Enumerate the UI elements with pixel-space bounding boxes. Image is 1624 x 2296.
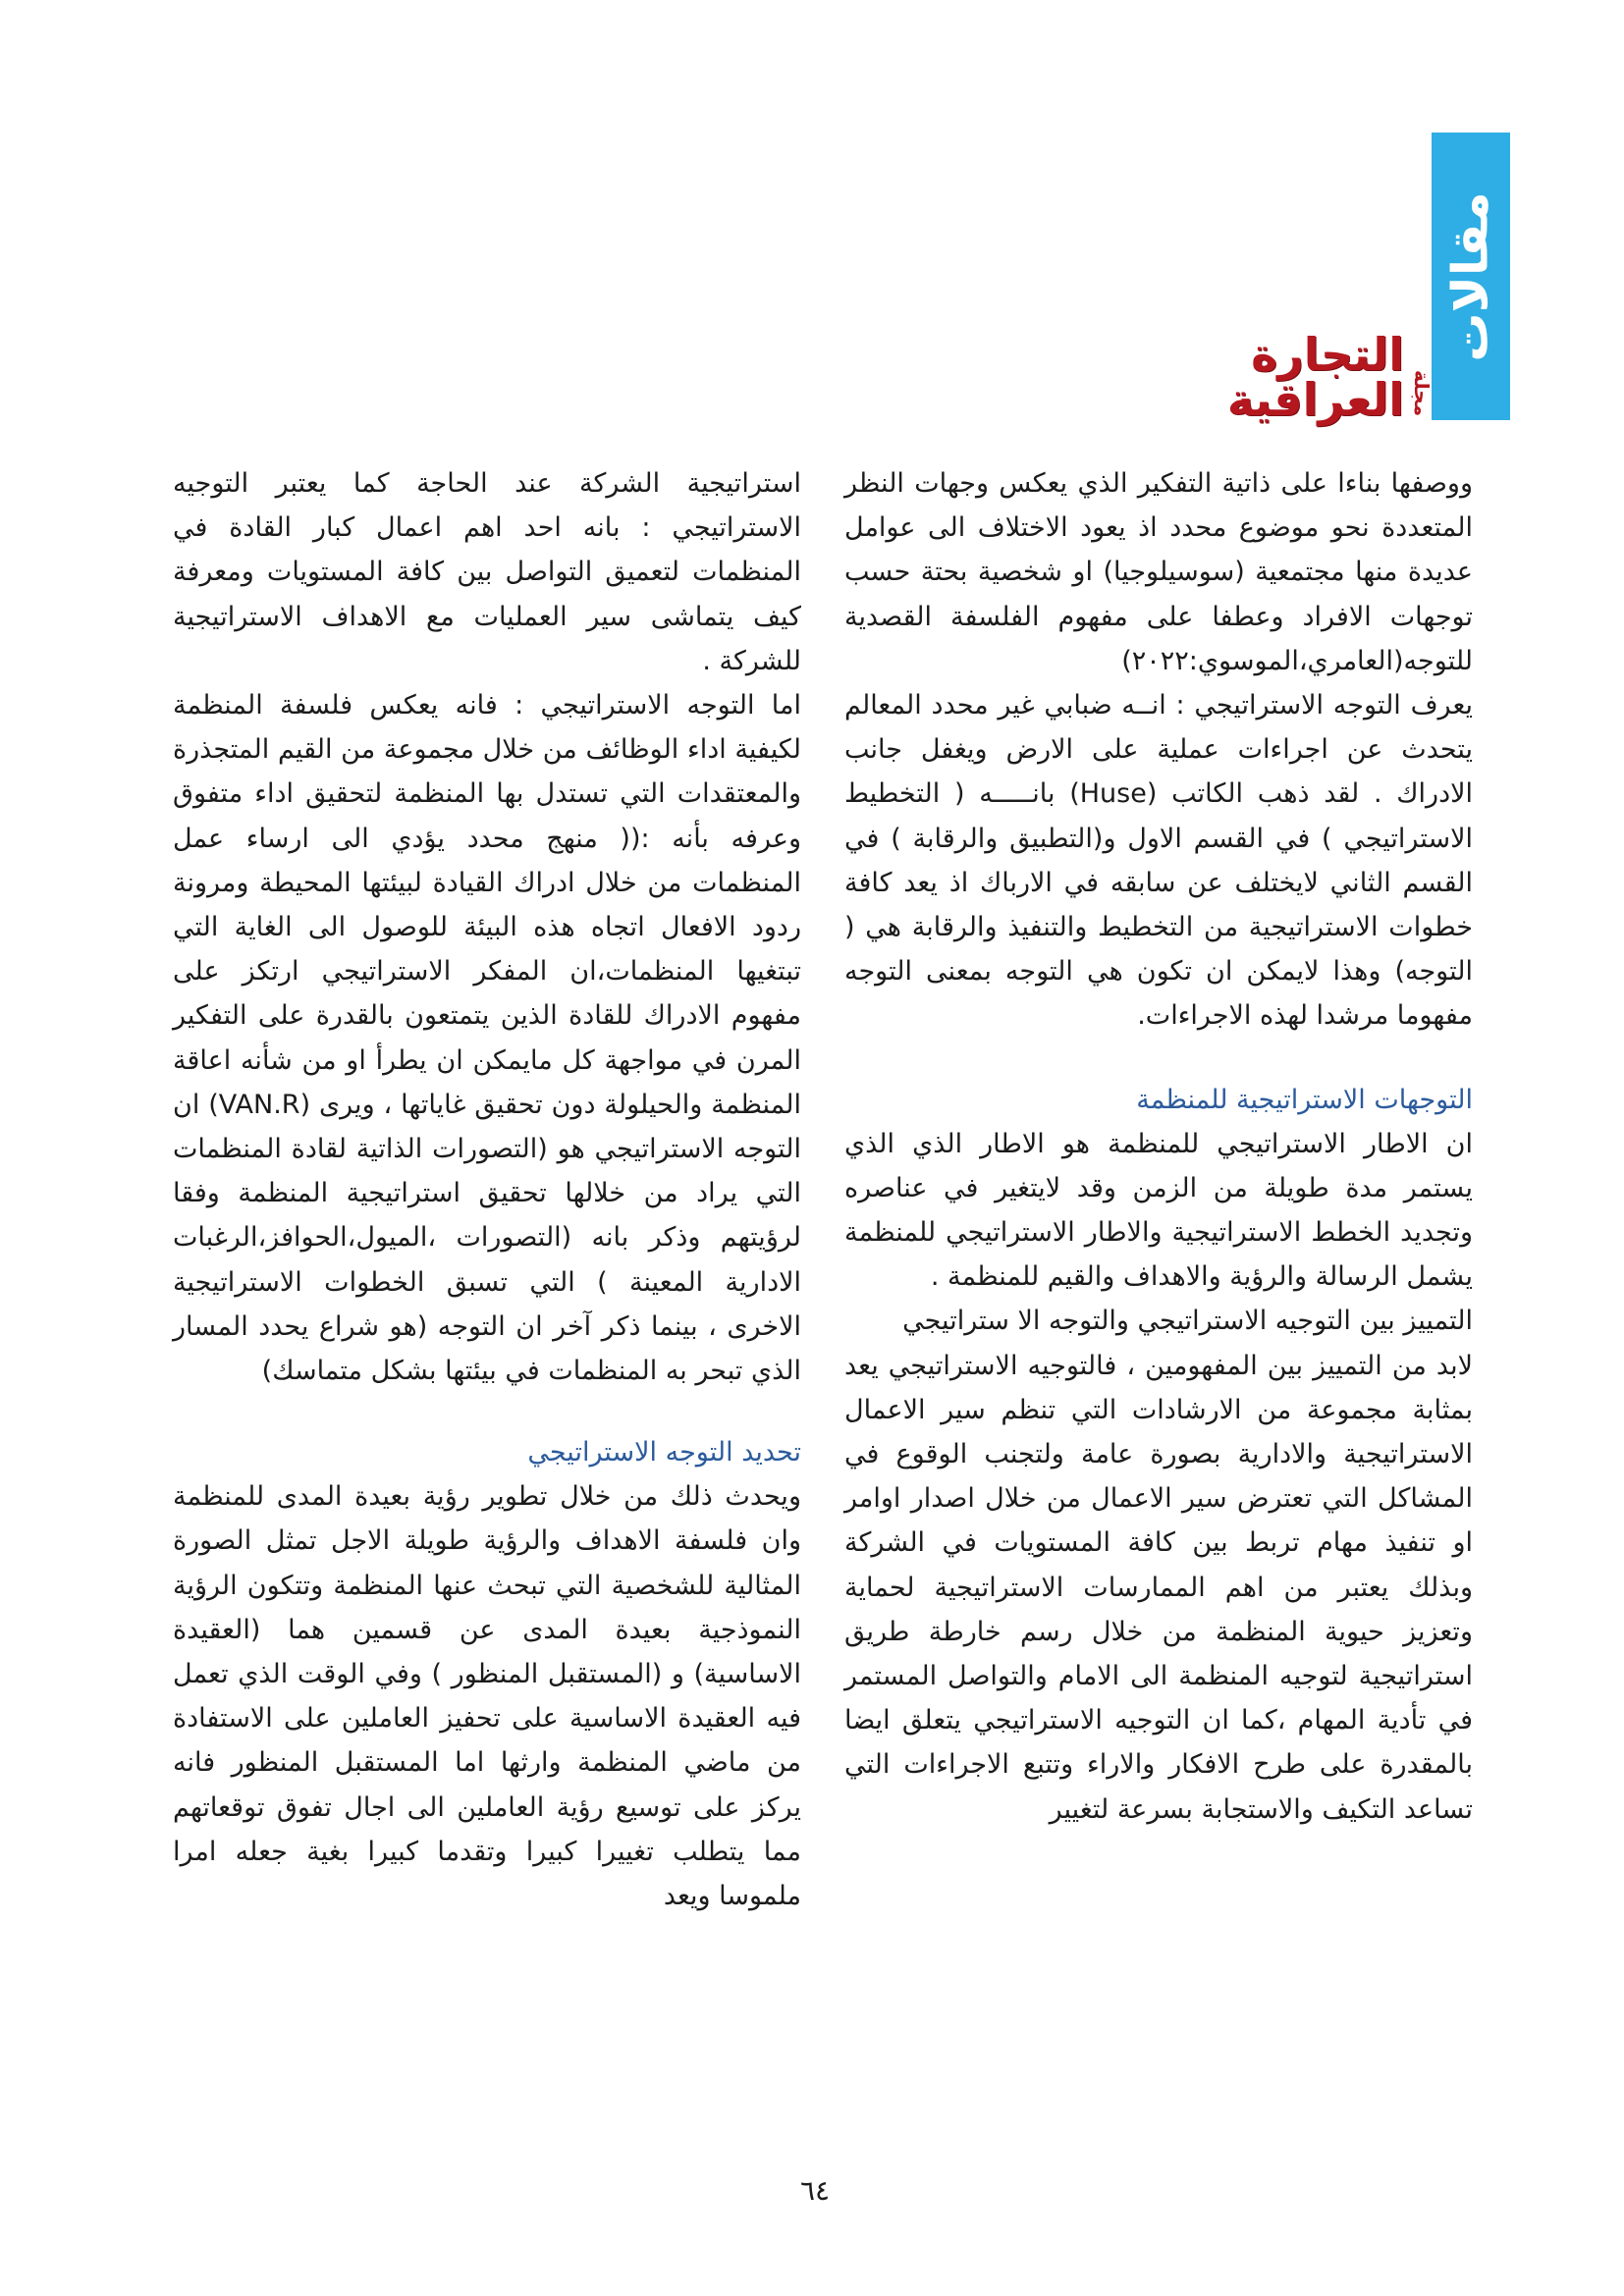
page-number: ٦٤: [799, 2174, 831, 2207]
spacer: [844, 1039, 1473, 1078]
section-label: مقالات: [1442, 190, 1500, 362]
right-column: [844, 461, 1473, 2086]
left-column: [173, 461, 801, 2086]
magazine-small-label: مجلة: [1410, 369, 1434, 416]
paragraph: استراتيجية الشركة عند الحاجة كما يعتبر التوجيه الاستراتيجي : بانه احد اهم اعمال كبار القادة في المنظمات لتعميق التواصل بين كافة المستويات ومعرفة كيف يتماشى سير العمليات مع الاهداف الاستراتيجية للشركة .: [173, 468, 801, 676]
paragraph: ان الاطار الاستراتيجي للمنظمة هو الاطار الذي الذي يستمر مدة طويلة من الزمن وقد لايتغير في عناصره وتجديد الخطط الاستراتيجية والاطار الاستراتيجي للمنظمة يشمل الرسالة والرؤية والاهداف والقيم للمنظمة .: [844, 1128, 1473, 1293]
magazine-name: التجارة العراقية: [1226, 328, 1404, 426]
paragraph: ويحدث ذلك من خلال تطوير رؤية بعيدة المدى للمنظمة وان فلسفة الاهداف والرؤية طويلة الاجل تمثل الصورة المثالية للشخصية التي تبحث عنها المنظمة وتتكون الرؤية النموذجية بعيدة المدى عن قسمين هما (العقيدة الاساسية) و (المستقبل المنظور ) وفي الوقت الذي تعمل فيه العقيدة الاساسية على تحفيز العاملين على الاستفادة من ماضي المنظمة وارثها اما المستقبل المنظور فانه يركز على توسيع رؤية العاملين الى اجال تفوق توقعاتهم مما يتطلب تغييرا كبيرا وتقدما كبيرا بغية جعله امرا ملموسا ويعد: [173, 1481, 801, 1912]
section-heading: التوجهات الاستراتيجية للمنظمة: [1136, 1084, 1473, 1115]
paragraph: يعرف التوجه الاستراتيجي : انــه ضبابي غير محدد المعالم يتحدث عن اجراءات عملية على الارض ويغفل جانب الادراك . لقد ذهب الكاتب (Huse) بانـــــه ( التخطيط الاستراتيجي ) في القسم الاول و(التطبيق والرقابة ) في القسم الثاني لايختلف عن سابقه في الارباك اذ يعد كافة خطوات الاستراتيجية من التخطيط والتنفيذ والرقابة هي ( التوجه) وهذا لايمكن ان تكون هي التوجه بمعنى التوجه مفهوما مرشدا لهذه الاجراءات.: [844, 690, 1473, 1032]
paragraph: ووصفها بناءا على ذاتية التفكير الذي يعكس وجهات النظر المتعددة نحو موضوع محدد اذ يعود الاختلاف الى عوامل عديدة منها مجتمعية (سوسيلوجيا) او شخصية بحتة حسب توجهات الافراد وعطفا على مفهوم الفلسفة القصدية للتوجه(العامري،الموسوي:٢٠٢٢): [844, 468, 1473, 676]
magazine-brand: [1100, 328, 1434, 426]
spacer: [173, 1393, 801, 1430]
paragraph: التمييز بين التوجيه الاستراتيجي والتوجه الا ستراتيجي: [902, 1306, 1473, 1337]
paragraph: اما التوجه الاستراتيجي : فانه يعكس فلسفة المنظمة لكيفية اداء الوظائف من خلال مجموعة من القيم المتجذرة والمعتقدات التي تستدل بها المنظمة لتحقيق اداء متفوق وعرفه بأنه :(( منهج محدد يؤدي الى ارساء عمل المنظمات من خلال ادراك القيادة لبيئتها المحيطة ومرونة ردود الافعال اتجاه هذه البيئة للوصول الى الغاية التي تبتغيها المنظمات،ان المفكر الاستراتيجي ارتكز على مفهوم الادراك للقادة الذين يتمتعون بالقدرة على التفكير المرن في مواجهة كل مايمكن ان يطرأ او من شأنه اعاقة المنظمة والحيلولة دون تحقيق غاياتها ، ويرى (VAN.R) ان التوجه الاستراتيجي هو (التصورات الذاتية لقادة المنظمات التي يراد من خلالها تحقيق استراتيجية المنظمة وفقا لرؤيتهم وذكر بانه (التصورات ،الميول،الحوافز،الرغبات الادارية المعينة ) التي تسبق الخطوات الاستراتيجية الاخرى ، بينما ذكر آخر ان التوجه (هو شراع يحدد المسار الذي تبحر به المنظمات في بيئتها بشكل متماسك): [173, 690, 801, 1387]
section-heading: تحديد التوجه الاستراتيجي: [527, 1437, 801, 1468]
section-tab: [1432, 133, 1510, 420]
paragraph: لابد من التمييز بين المفهومين ، فالتوجيه الاستراتيجي يعد بمثابة مجموعة من الارشادات التي تنظم سير الاعمال الاستراتيجية والادارية بصورة عامة ولتجنب الوقوع في المشاكل التي تعترض سير الاعمال من خلال اصدار اوامر او تنفيذ مهام تربط بين كافة المستويات في الشركة وبذلك يعتبر من اهم الممارسات الاستراتيجية لحماية وتعزيز حيوية المنظمة من خلال رسم خارطة طريق استراتيجية لتوجيه المنظمة الى الامام والتواصل المستمر في تأدية المهام ،كما ان التوجيه الاستراتيجي يتعلق ايضا بالمقدرة على طرح الافكار والاراء وتتبع الاجراءات التي تساعد التكيف والاستجابة بسرعة لتغيير: [844, 1350, 1473, 1825]
